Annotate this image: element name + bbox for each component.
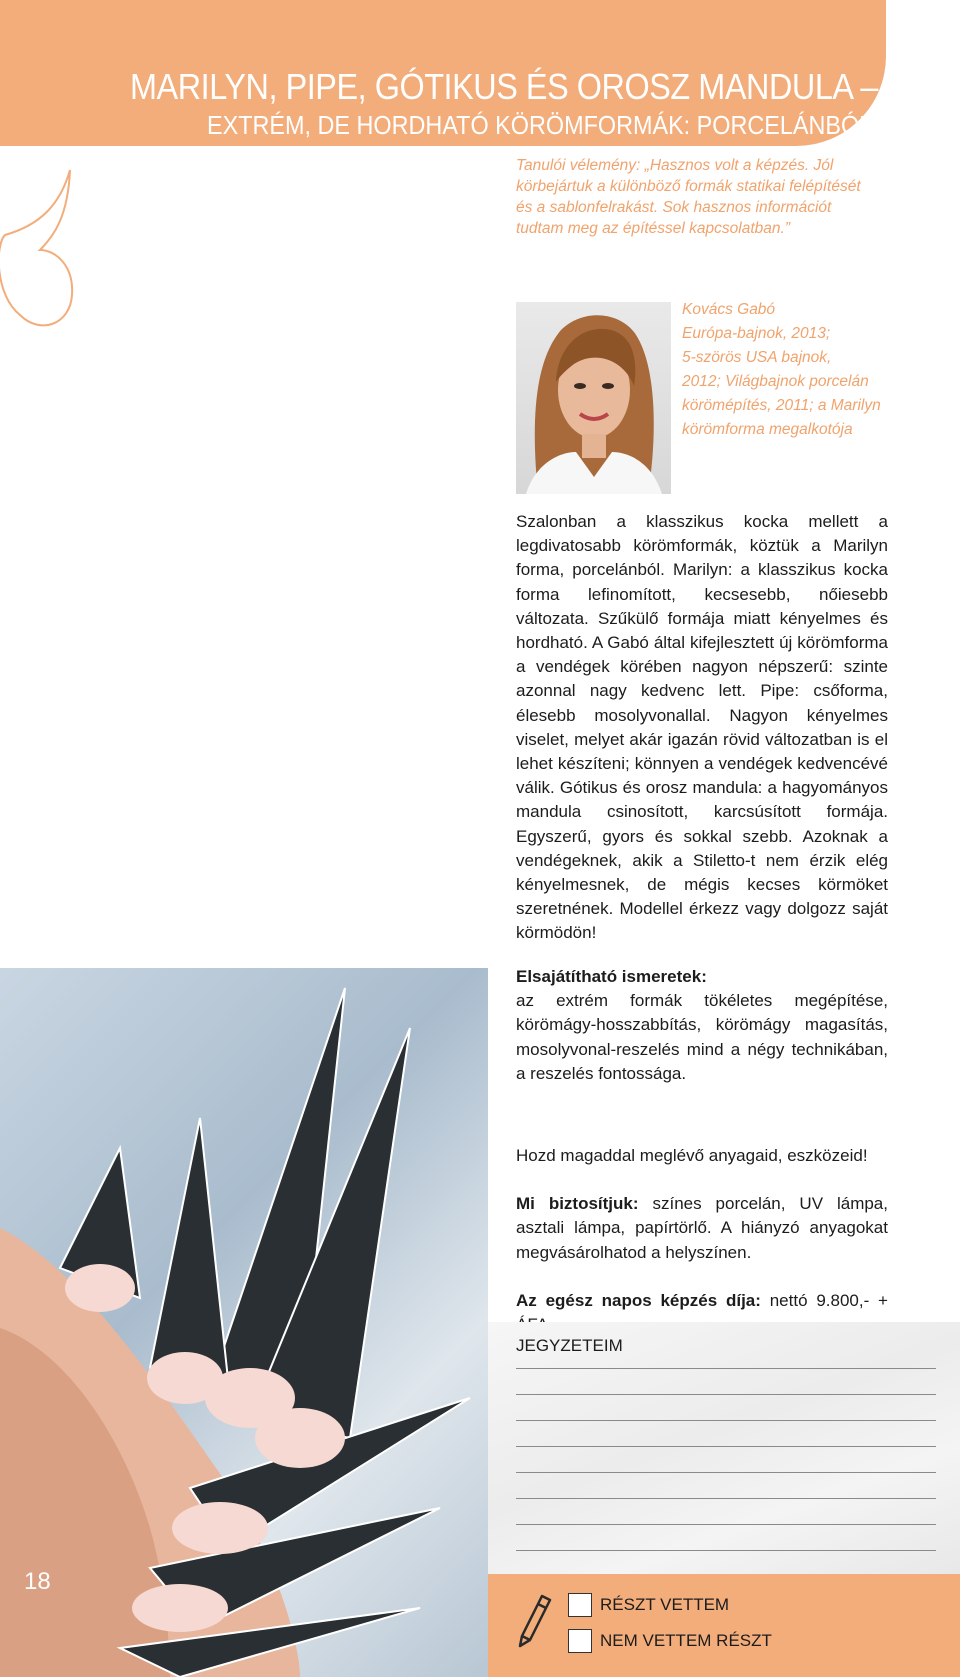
bring-note: Hozd magaddal meglévő anyagaid, eszközeid! (516, 1146, 868, 1166)
provide-text: színes porcelán, UV lámpa, asztali lámpa, papírtörlő. A hiányzó anyagokat megvásárolhatod a helyszínen. (516, 1194, 888, 1262)
bio-line: 5-szörös USA bajnok, (682, 349, 832, 366)
testimonial-quote: Tanulói vélemény: „Hasznos volt a képzés. Jól körbejártuk a különböző formák statikai felépítését és a sablonfelrakást. Sok hasznos információt tudtam meg az építéssel kapcsolatban.” (516, 157, 861, 237)
attended-label: RÉSZT VETTEM (600, 1595, 730, 1614)
note-line[interactable] (516, 1368, 936, 1369)
header-banner (0, 0, 886, 146)
portrait-photo (516, 302, 671, 494)
note-line[interactable] (516, 1472, 936, 1473)
bio-line: körömépítés, 2011; a Marilyn (682, 397, 881, 414)
note-line[interactable] (516, 1550, 936, 1551)
skills-heading: Elsajátítható ismeretek: (516, 967, 707, 986)
trainer-name: Kovács Gabó (682, 301, 776, 318)
pencil-icon (514, 1588, 554, 1648)
attendance-footer (488, 1574, 960, 1677)
attended-checkbox[interactable] (568, 1593, 592, 1617)
not-attended-label: NEM VETTEM RÉSZT (600, 1631, 772, 1650)
course-description: Szalonban a klasszikus kocka mellett a legdivatosabb körömformák, köztük a Marilyn forma, porcelánból. Marilyn: a klasszikus kocka forma lefinomított, kecsesebb, nőiesebb változata. Szűkülő formája miatt kényelmes és hordható. A Gabó által kifejlesztett új körömforma a vendégek körében nagyon népszerű: szinte azonnal nagy kedvenc lett. Pipe: csőforma, élesebb mosolyvonallal. Nagyon kényelmes viselet, melyet akár igazán rövid változatban is el lehet készíteni; könnyen a vendégek kedvencévé válik. Gótikus és orosz mandula: a hagyományos mandula csinosított, karcsúsított formája. Egyszerű, gyors és sokkal szebb. Azoknak a vendégeknek, akik a Stiletto-t nem érzik elég kényelmesnek, de mégis kecses körmöket szeretnének. Modellel érkezz vagy dolgozz saját körmödön! (516, 512, 888, 943)
quote-mark-icon (0, 165, 80, 355)
note-line[interactable] (516, 1420, 936, 1421)
page-subtitle: EXTRÉM, DE HORDHATÓ KÖRÖMFORMÁK: PORCELÁNBÓL (207, 110, 873, 140)
page-number: 18 (24, 1568, 51, 1595)
page-title: MARILYN, PIPE, GÓTIKUS ÉS OROSZ MANDULA – (130, 66, 878, 107)
note-line[interactable] (516, 1446, 936, 1447)
bio-line: 2012; Világbajnok porcelán (682, 373, 869, 390)
nails-photo (0, 968, 488, 1677)
bio-line: körömforma megalkotója (682, 421, 853, 438)
notes-area (488, 1322, 960, 1574)
trainer-bio (682, 298, 892, 442)
note-line[interactable] (516, 1498, 936, 1499)
skills-text: az extrém formák tökéletes megépítése, körömágy-hosszabbítás, körömágy magasítás, mosolyvonal-reszelés mind a négy technikában, a reszelés fontossága. (516, 991, 888, 1083)
note-line[interactable] (516, 1524, 936, 1525)
note-line[interactable] (516, 1394, 936, 1395)
provide-label: Mi biztosítjuk: (516, 1194, 639, 1214)
not-attended-checkbox[interactable] (568, 1629, 592, 1653)
price-label: Az egész napos képzés díja: (516, 1290, 761, 1310)
bio-line: Európa-bajnok, 2013; (682, 325, 831, 342)
price-value: nettó 9.800,- + (769, 1290, 888, 1310)
course-info (516, 965, 888, 1337)
notes-title: JEGYZETEIM (516, 1336, 623, 1355)
